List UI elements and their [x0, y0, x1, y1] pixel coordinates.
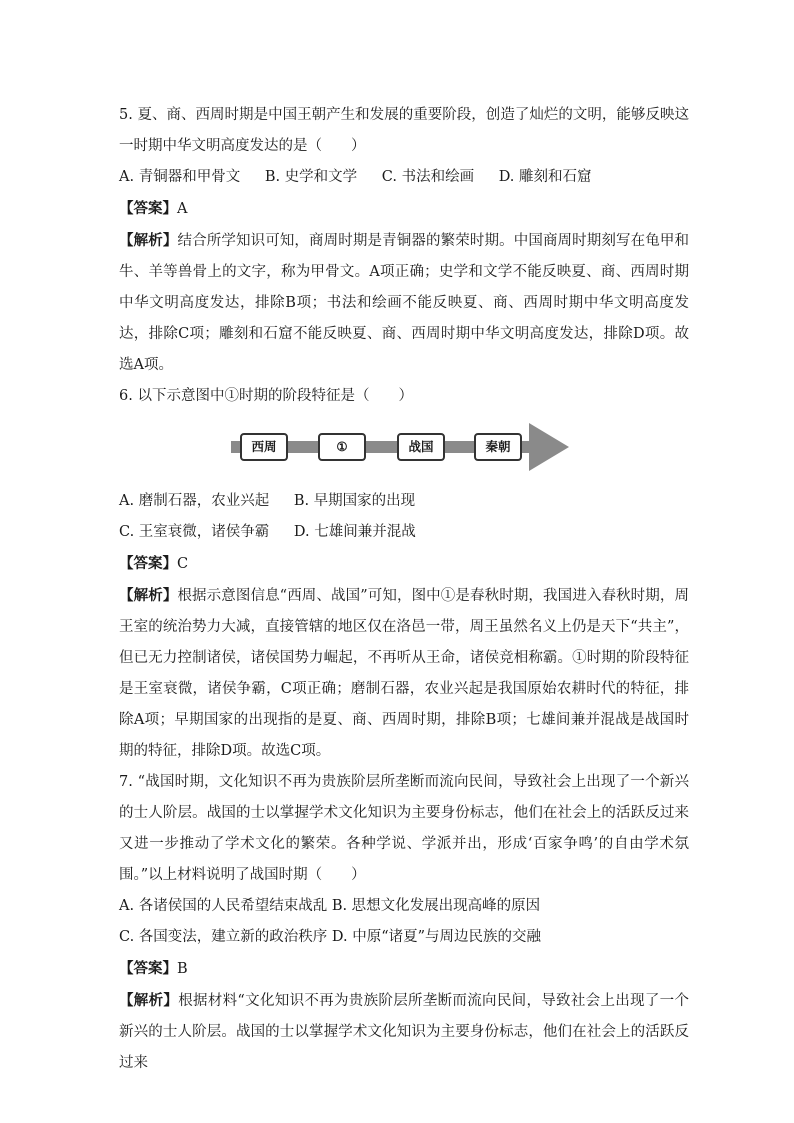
q6-analysis-label: 【解析】: [119, 587, 178, 604]
timeline-box-qin: 秦朝: [474, 433, 522, 461]
q6-option-d: D. 七雄间兼并混战: [293, 524, 416, 540]
q7-stem: 7. “战国时期，文化知识不再为贵族阶层所垄断而流向民间，导致社会上出现了一个新兴的士人阶层。战国的士以掌握学术文化知识为主要身份标志，他们在社会上的活跃反过来又进一步推动了学术文化的繁荣。各种学说、学派并出，形成‘百家争鸣’的自由学术氛围。”以上材料说明了战国时期（ ）: [119, 774, 689, 883]
q7-option-d: D. 中原“诸夏”与周边民族的交融: [331, 929, 542, 945]
q5-stem: 5. 夏、商、西周时期是中国王朝产生和发展的重要阶段，创造了灿烂的文明，能够反映这一时期中华文明高度发达的是（ ）: [119, 107, 689, 154]
timeline-arrow-head: [529, 423, 569, 471]
q7-option-c: C. 各国变法，建立新的政治秩序: [119, 929, 328, 945]
q5-option-d: D. 雕刻和石窟: [498, 169, 592, 185]
q6-option-a: A. 磨制石器，农业兴起: [119, 493, 270, 509]
q6-analysis-text: 根据示意图信息“西周、战国”可知，图中①是春秋时期，我国进入春秋时期，周王室的统治势力大减，直接管辖的地区仅在洛邑一带，周王虽然名义上仍是天下“共主”，但已无力控制诸侯，诸侯国势力崛起，不再听从王命，诸侯竞相称霸。①时期的阶段特征是王室衰微，诸侯争霸，C项正确；磨制石器，农业兴起是我国原始农耕时代的特征，排除A项；早期国家的出现指的是夏、商、西周时期，排除B项；七雄间兼并混战是战国时期的特征，排除D项。故选C项。: [119, 588, 690, 759]
q5-analysis-label: 【解析】: [119, 232, 178, 249]
q5-analysis-text: 结合所学知识可知，商周时期是青铜器的繁荣时期。中国商周时期刻写在龟甲和牛、羊等兽骨上的文字，称为甲骨文。A项正确；史学和文学不能反映夏、商、西周时期中华文明高度发达，排除B项；书法和绘画不能反映夏、商、西周时期中华文明高度发达，排除C项；雕刻和石窟不能反映夏、商、西周时期中华文明高度发达，排除D项。故选A项。: [119, 233, 690, 373]
q5-answer-label: 【答案】: [119, 200, 177, 217]
q5-options: [119, 162, 689, 193]
document-content: [119, 100, 689, 1079]
q7-analysis: [119, 985, 689, 1079]
timeline-box-western-zhou: 西周: [240, 433, 288, 461]
q6-option-c: C. 王室衰微，诸侯争霸: [119, 524, 270, 540]
q7-options-row-2: [119, 922, 689, 953]
q6-answer-label: 【答案】: [119, 555, 177, 572]
q7-options-row-1: [119, 891, 689, 922]
q7-option-a: A. 各诸侯国的人民希望结束战乱: [119, 898, 328, 914]
q7-answer-label: 【答案】: [119, 960, 177, 977]
q5-answer: [119, 193, 689, 225]
timeline-box-period-1: ①: [318, 433, 366, 461]
q7-answer-value: B: [177, 961, 188, 977]
q5-option-b: B. 史学和文学: [264, 169, 358, 185]
q6-answer-value: C: [177, 556, 189, 572]
timeline-box-warring-states: 战国: [397, 433, 445, 461]
q7-analysis-label: 【解析】: [119, 992, 179, 1009]
timeline-diagram: [119, 418, 689, 482]
q5-answer-value: A: [177, 201, 188, 217]
q6-stem: 6. 以下示意图中①时期的阶段特征是（ ）: [119, 388, 413, 404]
q7-option-b: B. 思想文化发展出现高峰的原因: [331, 898, 541, 914]
q7-answer: [119, 953, 689, 985]
q5-option-c: C. 书法和绘画: [381, 169, 475, 185]
q5-option-a: A. 青铜器和甲骨文: [119, 169, 241, 185]
q6-answer: [119, 548, 689, 580]
q6-option-b: B. 早期国家的出现: [293, 493, 416, 509]
q6-options-row-1: [119, 486, 689, 517]
q6-options-row-2: [119, 517, 689, 548]
q5-analysis: [119, 225, 689, 381]
q7-analysis-text: 根据材料“文化知识不再为贵族阶层所垄断而流向民间，导致社会上出现了一个新兴的士人阶层。战国的士以掌握学术文化知识为主要身份标志，他们在社会上的活跃反过来: [119, 993, 689, 1071]
q6-analysis: [119, 580, 689, 767]
